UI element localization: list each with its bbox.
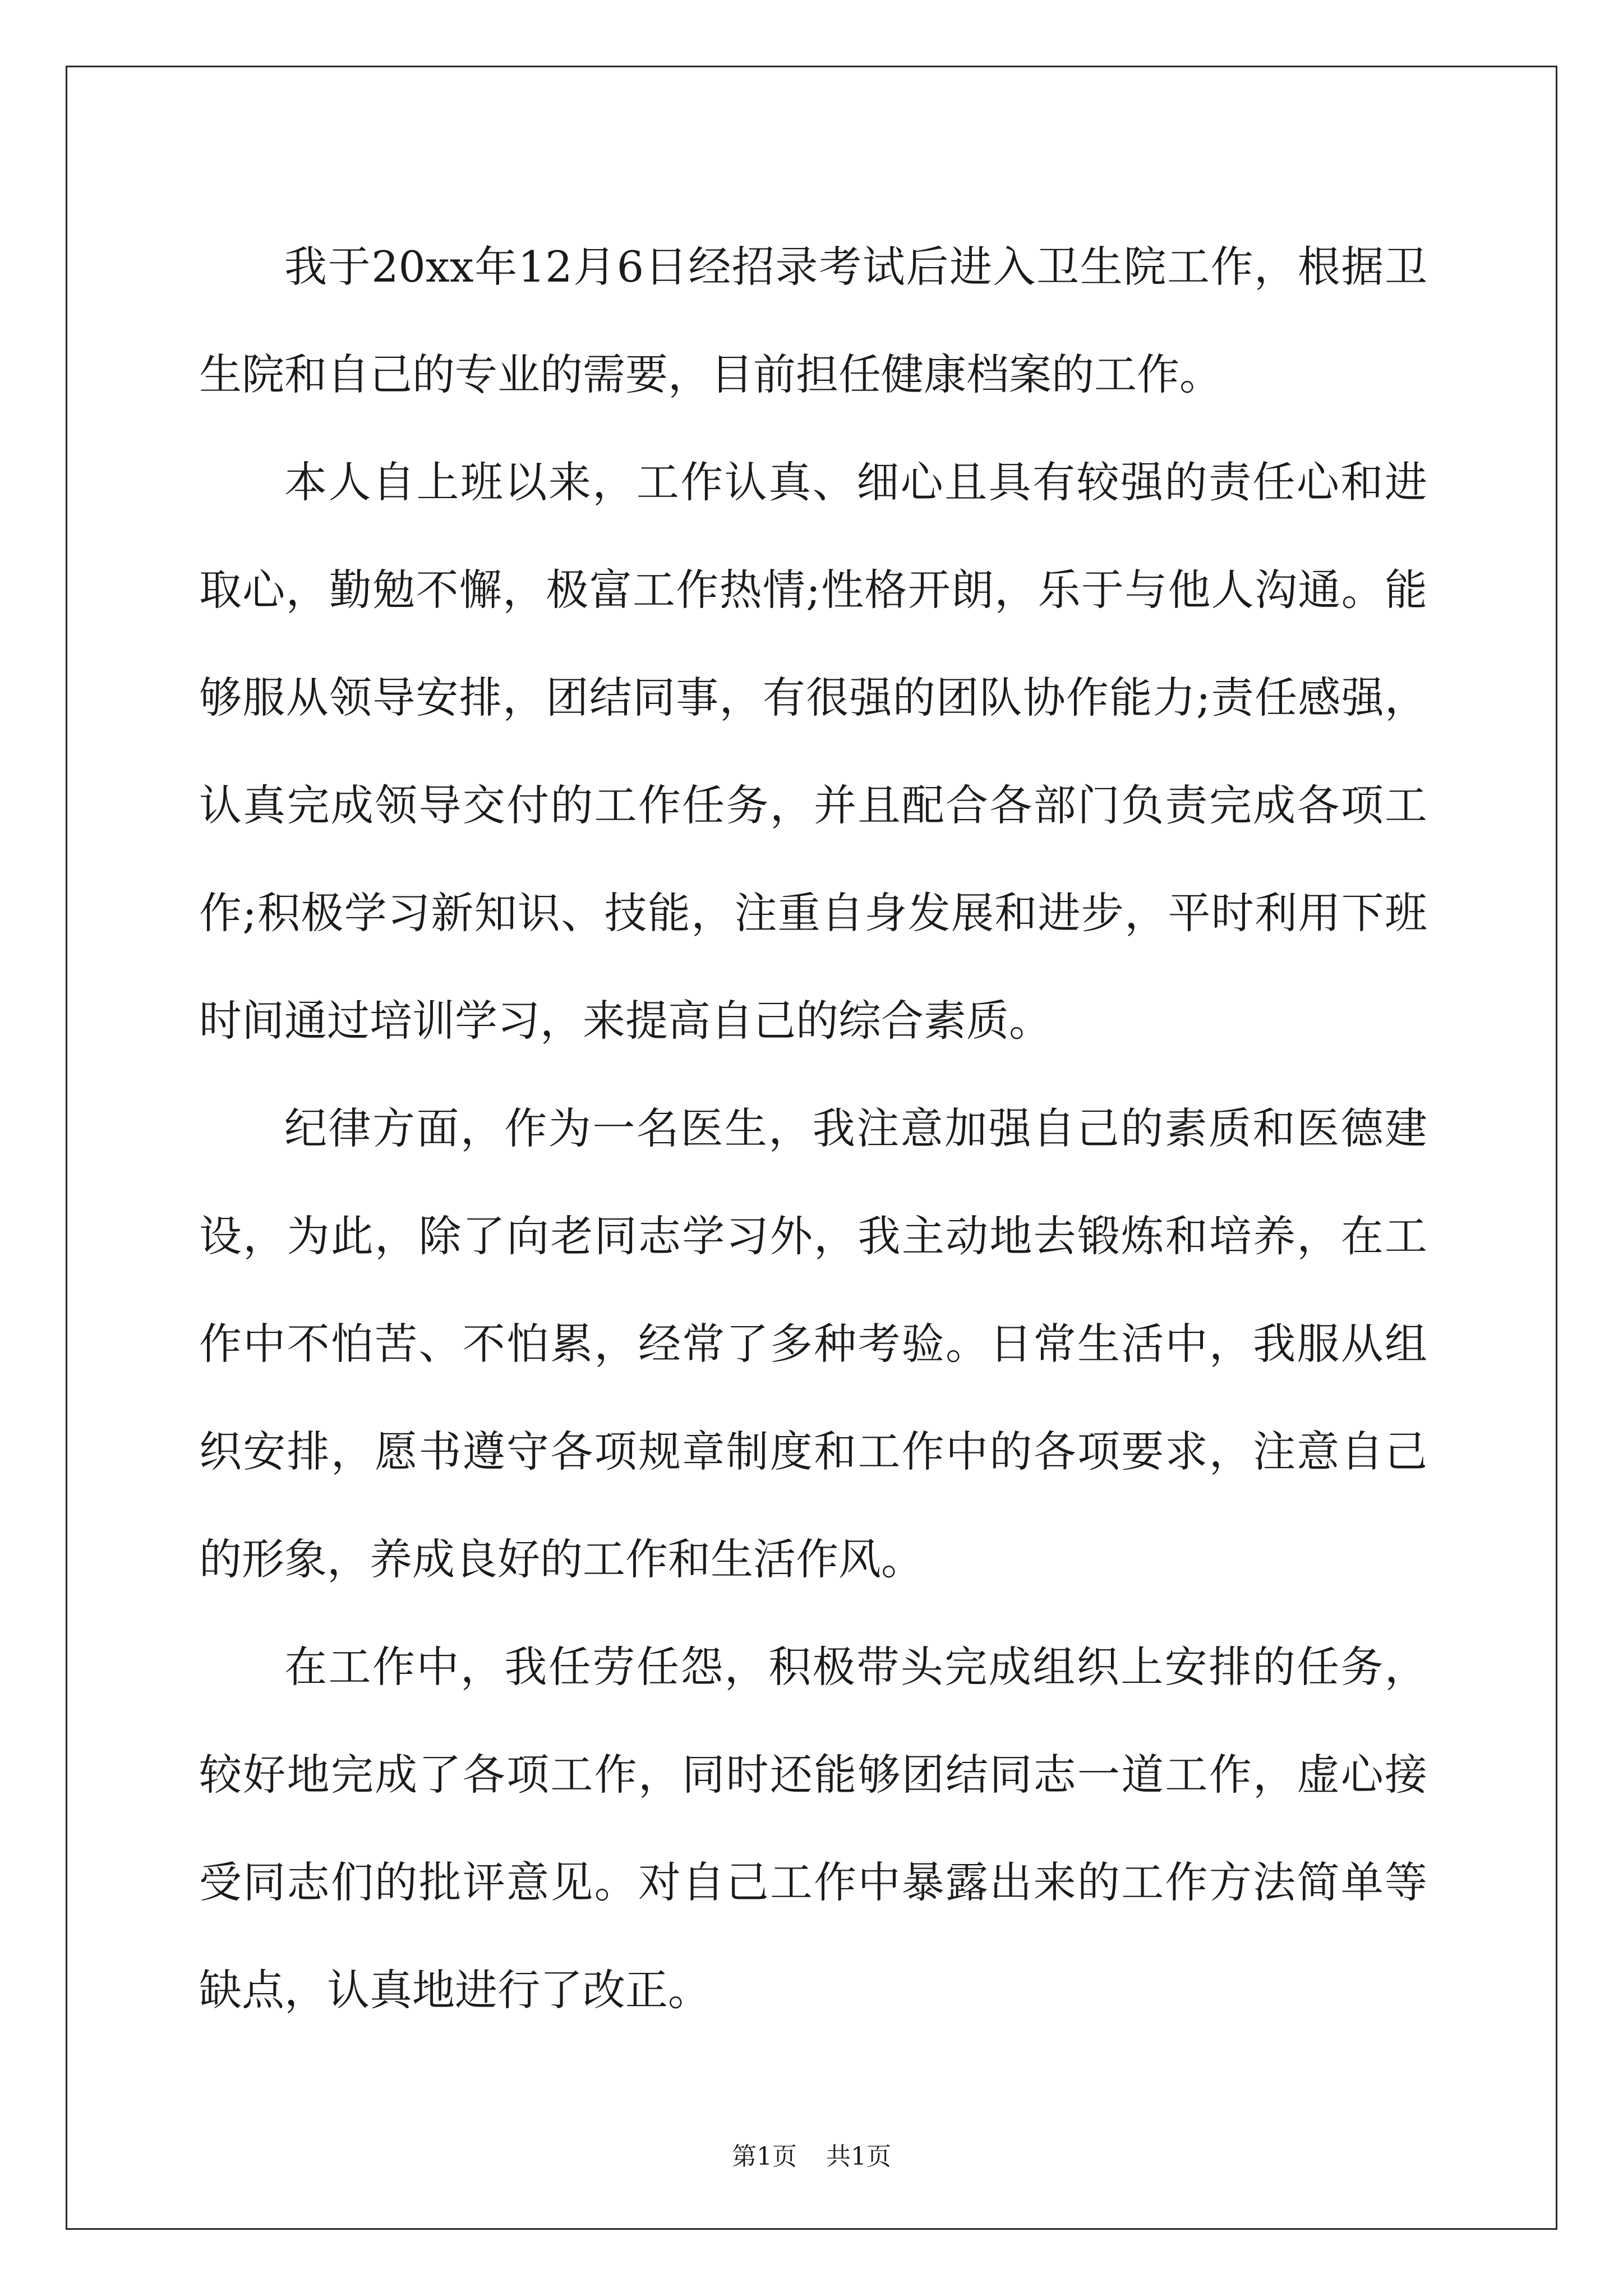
paragraph-3: 纪律方面，作为一名医生，我注意加强自己的素质和医德建设，为此，除了向老同志学习外，我主动地去锻炼和培养，在工作中不怕苦、不怕累，经常了多种考验。日常生活中，我服从组织安排，愿书遵守各项规章制度和工作中的各项要求，注意自己的形象，养成良好的工作和生活作风。 (199, 1103, 1427, 1584)
page-number-current: 第1页 (732, 2142, 797, 2171)
paragraph-1: 我于20xx年12月6日经招录考试后进入卫生院工作，根据卫生院和自己的专业的需要，目前担任健康档案的工作。 (199, 242, 1427, 399)
document-body (199, 213, 1427, 2044)
page-number-total: 共1页 (826, 2142, 891, 2171)
paragraph-2: 本人自上班以来，工作认真、细心且具有较强的责任心和进取心，勤勉不懈，极富工作热情;性格开朗，乐于与他人沟通。能够服从领导安排，团结同事，有很强的团队协作能力;责任感强，认真完成领导交付的工作任务，并且配合各部门负责完成各项工作;积极学习新知识、技能，注重自身发展和进步，平时利用下班时间通过培训学习，来提高自己的综合素质。 (199, 457, 1427, 1046)
page-footer (0, 2136, 1623, 2172)
paragraph-4: 在工作中，我任劳任怨，积极带头完成组织上安排的任务，较好地完成了各项工作，同时还能够团结同志一道工作，虚心接受同志们的批评意见。对自己工作中暴露出来的工作方法简单等缺点，认真地进行了改正。 (199, 1642, 1427, 2015)
